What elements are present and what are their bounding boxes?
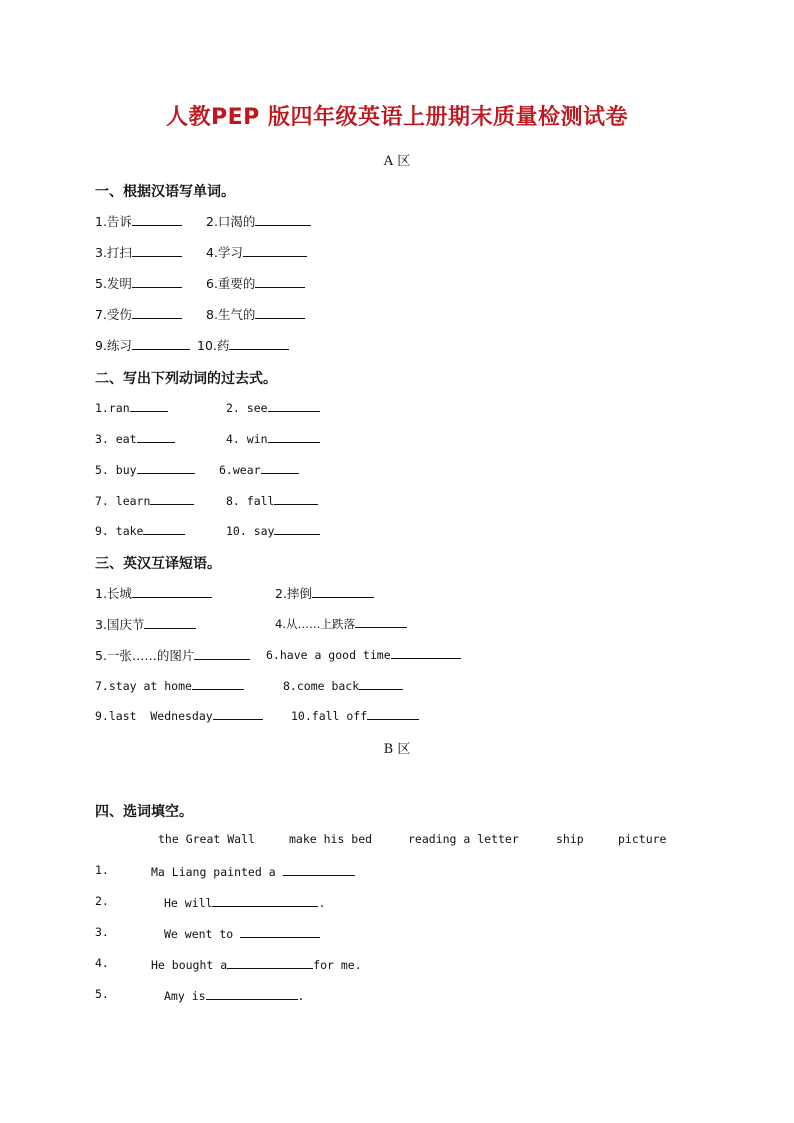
answer-blank[interactable]	[268, 430, 320, 443]
answer-blank[interactable]	[206, 987, 298, 1000]
s2-item-7: 7. learn	[95, 494, 151, 508]
answer-blank[interactable]	[243, 244, 307, 257]
question-text-after: .	[297, 989, 305, 1003]
zone-b-label: B 区	[383, 742, 411, 757]
s3-item-9: 9.last Wednesday	[95, 709, 213, 723]
question-text: He will	[164, 896, 213, 910]
s3-item-7: 7.stay at home	[95, 679, 192, 693]
question-text: Ma Liang painted a	[151, 865, 283, 879]
s1-item-8: 8.生气的	[206, 307, 256, 322]
answer-blank[interactable]	[132, 585, 212, 598]
answer-blank[interactable]	[227, 956, 313, 969]
answer-blank[interactable]	[283, 863, 355, 876]
answer-blank[interactable]	[240, 925, 320, 938]
s3-item-6: 6.have a good time	[266, 648, 391, 662]
question-number: 2.	[95, 894, 109, 908]
answer-blank[interactable]	[367, 707, 419, 720]
s2-item-6: 6.wear	[219, 463, 261, 477]
answer-blank[interactable]	[130, 399, 168, 412]
s1-item-5: 5.发明	[95, 276, 132, 291]
answer-blank[interactable]	[255, 213, 311, 226]
s1-item-9: 9.练习	[95, 338, 132, 353]
question-number: 1.	[95, 863, 109, 877]
s2-item-5: 5. buy	[95, 463, 137, 477]
answer-blank[interactable]	[192, 677, 244, 690]
question-text-after: for me.	[313, 958, 362, 972]
s3-item-8: 8.come back	[283, 679, 360, 693]
answer-blank[interactable]	[229, 337, 289, 350]
s1-item-2: 2.口渴的	[206, 214, 256, 229]
s2-item-8: 8. fall	[226, 494, 275, 508]
s1-item-3: 3.打扫	[95, 245, 132, 260]
question-text: He bought a	[151, 958, 228, 972]
s2-item-2: 2. see	[226, 401, 268, 415]
answer-blank[interactable]	[255, 306, 305, 319]
answer-blank[interactable]	[359, 677, 403, 690]
answer-blank[interactable]	[391, 646, 461, 659]
s3-item-2: 2.摔倒	[275, 586, 312, 601]
answer-blank[interactable]	[132, 244, 182, 257]
answer-blank[interactable]	[255, 275, 305, 288]
answer-blank[interactable]	[268, 399, 320, 412]
answer-blank[interactable]	[132, 337, 190, 350]
answer-blank[interactable]	[132, 275, 182, 288]
page-title: 人教PEP 版四年级英语上册期末质量检测试卷	[166, 105, 628, 130]
s3-item-10: 10.fall off	[291, 709, 368, 723]
answer-blank[interactable]	[132, 213, 182, 226]
s3-item-4: 4.从……上跌落	[275, 617, 355, 631]
s3-item-3: 3.国庆节	[95, 617, 145, 632]
answer-blank[interactable]	[261, 461, 299, 474]
answer-blank[interactable]	[150, 492, 194, 505]
question-text: Amy is	[164, 989, 206, 1003]
s3-item-5: 5.一张……的图片	[95, 648, 195, 663]
s1-item-10: 10.药	[197, 338, 230, 353]
answer-blank[interactable]	[355, 615, 407, 628]
question-number: 3.	[95, 925, 109, 939]
answer-blank[interactable]	[137, 430, 175, 443]
s2-item-9: 9. take	[95, 524, 144, 538]
word-bank-item: reading a letter	[408, 832, 519, 846]
zone-a-label: A 区	[383, 154, 411, 169]
section2-heading: 二、写出下列动词的过去式。	[95, 371, 277, 387]
section1-heading: 一、根据汉语写单词。	[95, 184, 235, 200]
s2-item-10: 10. say	[226, 524, 275, 538]
answer-blank[interactable]	[144, 616, 196, 629]
s1-item-7: 7.受伤	[95, 307, 132, 322]
answer-blank[interactable]	[194, 647, 250, 660]
answer-blank[interactable]	[137, 461, 195, 474]
s2-item-1: 1.ran	[95, 401, 130, 415]
answer-blank[interactable]	[132, 306, 182, 319]
s2-item-3: 3. eat	[95, 432, 137, 446]
word-bank-item: the Great Wall	[158, 832, 255, 846]
s2-item-4: 4. win	[226, 432, 268, 446]
s1-item-1: 1.告诉	[95, 214, 132, 229]
s3-item-1: 1.长城	[95, 586, 132, 601]
answer-blank[interactable]	[274, 522, 320, 535]
question-text-after: .	[318, 896, 326, 910]
question-number: 5.	[95, 987, 109, 1001]
question-text: We went to	[164, 927, 241, 941]
answer-blank[interactable]	[274, 492, 318, 505]
answer-blank[interactable]	[143, 522, 185, 535]
answer-blank[interactable]	[213, 707, 263, 720]
word-bank-item: ship	[556, 832, 584, 846]
answer-blank[interactable]	[312, 585, 374, 598]
word-bank-item: make his bed	[289, 832, 373, 846]
section4-heading: 四、选词填空。	[95, 804, 193, 820]
question-number: 4.	[95, 956, 109, 970]
s1-item-6: 6.重要的	[206, 276, 256, 291]
answer-blank[interactable]	[212, 894, 318, 907]
s1-item-4: 4.学习	[206, 245, 243, 260]
section3-heading: 三、英汉互译短语。	[95, 556, 221, 572]
word-bank-item: picture	[618, 832, 667, 846]
